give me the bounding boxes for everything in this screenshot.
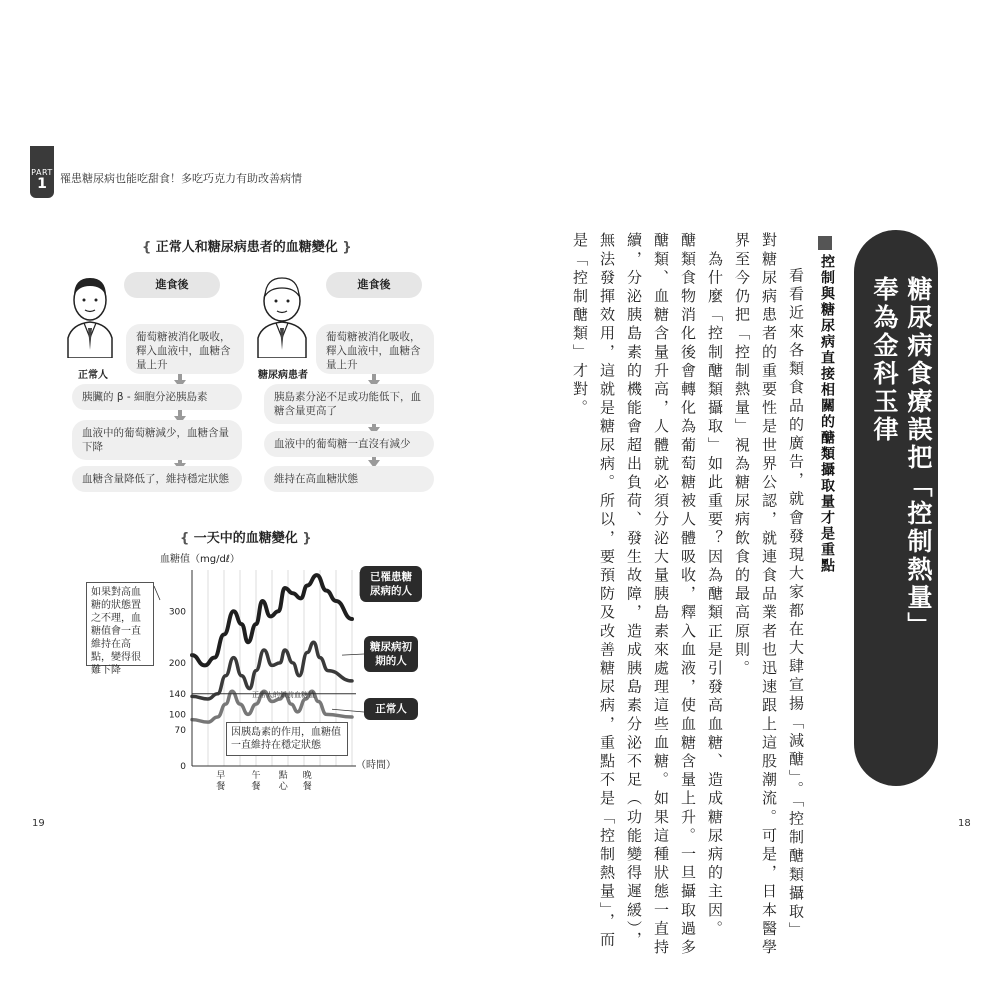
body-column: 界至今仍把「控制熱量」視為糖尿病飲食的最高原則。 — [733, 232, 751, 679]
y-tick-label: 0 — [180, 762, 186, 772]
x-tick-label: 午餐 — [251, 771, 261, 792]
diabetic-person-illustration — [254, 268, 310, 358]
part-number: 1 — [37, 176, 47, 192]
y-ticks — [169, 607, 186, 772]
x-axis-label: （時間） — [356, 760, 396, 771]
note-high-sugar: 如果對高血糖的狀態置之不理，血糖值會一直維持在高點，變得很難下降 — [86, 582, 154, 666]
diabetic-step-1: 葡萄糖被消化吸收，釋入血液中，血糖含量上升 — [316, 324, 434, 374]
diabetic-bubble: 進食後 — [326, 272, 422, 298]
pointer-line — [342, 654, 364, 655]
body-column: 對糖尿病患者的重要性是世界公認，就連食品業者也迅速跟上這股潮流。可是，日本醫學 — [760, 232, 778, 958]
y-tick-label: 300 — [168, 607, 186, 618]
body-column: 醣類食物消化後會轉化為葡萄糖被人體吸收，釋入血液，使血糖含量上升。一旦攝取過多 — [679, 232, 697, 958]
body-column: 看看近來各類食品的廣告，就會發現大家都在大肆宣揚「減醣」。「控制醣類攝取」 — [787, 248, 805, 941]
subtitle: 控制與糖尿病直接相關的醣類攝取量才是重點 — [819, 254, 835, 574]
chapter-header-title: 罹患糖尿病也能吃甜食！多吃巧克力有助改善病情 — [60, 172, 302, 185]
diabetic-person-label: 糖尿病患者 — [258, 370, 308, 381]
normal-person-label: 正常人 — [78, 370, 108, 381]
diabetic-step-2: 胰島素分泌不足或功能低下，血糖含量更高了 — [264, 384, 434, 424]
normal-step-4: 血糖含量降低了，維持穩定狀態 — [72, 466, 242, 492]
x-ticks — [216, 769, 311, 792]
normal-step-3: 血液中的葡萄糖減少，血糖含量下降 — [72, 420, 242, 460]
x-tick-label: 早餐 — [216, 771, 226, 792]
y-tick-label: 140 — [168, 689, 186, 700]
title-line-2: 奉為金科玉律 — [870, 276, 899, 444]
y-tick-label: 100 — [168, 710, 186, 721]
normal-person-illustration — [62, 268, 118, 358]
x-tick-label: 晚餐 — [302, 771, 312, 792]
x-tick-label: 點心 — [278, 771, 288, 792]
series-label-diabetic: 已罹患糖尿病的人 — [360, 566, 422, 602]
normal-step-2: 胰臟的 β - 細胞分泌胰島素 — [72, 384, 242, 410]
normal-step-1: 葡萄糖被消化吸收，釋入血液中，血糖含量上升 — [126, 324, 244, 374]
flow-title-text: 正常人和糖尿病患者的血糖變化 — [155, 240, 338, 255]
page-number-right: 18 — [958, 818, 971, 829]
part-tab — [30, 146, 54, 198]
chart-section-title: { 一天中的血糖變化 } — [180, 531, 312, 546]
series-label-early: 糖尿病初期的人 — [364, 636, 418, 672]
reference-line-label: 正常人的飯前血糖值 — [252, 690, 315, 699]
body-text — [566, 232, 836, 958]
y-tick-label: 200 — [168, 658, 186, 669]
diabetic-step-4: 維持在高血糖狀態 — [264, 466, 434, 492]
title-panel — [854, 230, 938, 786]
body-column: 醣類、血糖含量升高，人體就必須分泌大量胰島素來處理這些血糖。如果這種狀態一直持 — [652, 232, 670, 958]
page-number-left: 19 — [32, 818, 45, 829]
title-line-1: 糖尿病食療誤把「控制熱量」 — [904, 276, 933, 640]
pointer-line — [154, 586, 160, 600]
body-column: 為什麼「控制醣類攝取」如此重要？因為醣類正是引發高血糖、造成糖尿病的主因。 — [706, 232, 724, 939]
chart-title-text: 一天中的血糖變化 — [193, 531, 298, 546]
body-column: 是「控制醣類」才對。 — [571, 232, 589, 418]
normal-bubble: 進食後 — [124, 272, 220, 298]
flow-section-title: { 正常人和糖尿病患者的血糖變化 } — [142, 240, 352, 255]
pointer-line — [332, 709, 364, 712]
note-normal-sugar: 因胰島素的作用，血糖值一直維持在穩定狀態 — [226, 722, 348, 756]
body-columns — [571, 232, 805, 957]
diabetic-step-3: 血液中的葡萄糖一直沒有減少 — [264, 431, 434, 457]
body-column: 無法發揮效用，這就是糖尿病。所以，要預防及改善糖尿病，重點不是「控制熱量」，而 — [598, 232, 616, 950]
body-column: 續，分泌胰島素的機能會超出負荷、發生故障，造成胰島素分泌不足（功能變得遲緩）， — [625, 232, 643, 950]
part-word: PART — [31, 168, 53, 177]
y-tick-label: 70 — [174, 725, 186, 736]
series-label-normal: 正常人 — [364, 698, 418, 720]
y-axis-label: 血糖值（mg/dℓ） — [160, 554, 240, 565]
